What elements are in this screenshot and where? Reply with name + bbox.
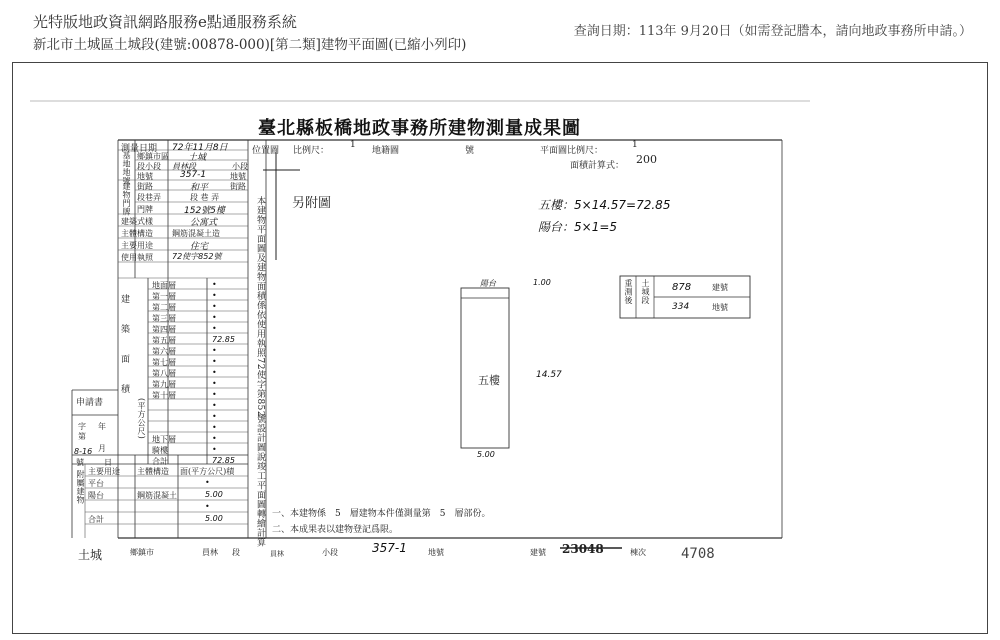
license-label: 使用執照 — [121, 253, 153, 262]
style-label: 建築式樣 — [121, 217, 153, 226]
district-label: 鄉鎮市區 — [137, 152, 169, 161]
floor-area-value: • — [212, 280, 217, 289]
number-value: 152號5樓 — [184, 206, 225, 216]
bottom-section-suffix: 段 — [232, 548, 240, 557]
annex-area: 5.00 — [205, 514, 223, 523]
floor-name: 第七層 — [152, 358, 176, 367]
usage-label: 主要用途 — [121, 241, 153, 250]
floor-name: 騎樓 — [152, 446, 168, 455]
applicant-day: 日 — [104, 458, 112, 467]
applicant-year: 年 — [98, 422, 106, 431]
annex-head-use: 主要用途 — [88, 467, 120, 476]
floor-area-value: • — [212, 379, 217, 388]
redo-land-suffix: 地號 — [712, 303, 728, 312]
area-calc-label: 面積計算式： — [570, 161, 625, 171]
floor-area-value: • — [212, 291, 217, 300]
annex-label: 附屬建物 — [76, 470, 85, 504]
annex-head-area: 面(平方公尺)積 — [180, 467, 235, 476]
floor-area-value: 72.85 — [212, 335, 235, 344]
land-no-value: 357-1 — [180, 170, 207, 180]
plan-scale-label: 平面圖比例尺： — [540, 146, 604, 156]
note-1: 一、本建物係 5 層建物本件僅測量第 5 層部份。 — [272, 509, 491, 519]
redo-label: 重測後 — [624, 279, 633, 305]
see-attached: 另附圖 — [292, 196, 332, 211]
shape-dim: 14.57 — [536, 370, 562, 380]
applicant-label: 申請書 — [76, 398, 104, 408]
floor-area-value: • — [212, 445, 217, 454]
number-label: 號 — [465, 146, 475, 156]
floor-name: 第一層 — [152, 292, 176, 301]
floor-area-value: • — [212, 412, 217, 421]
floor-name: 第四層 — [152, 325, 176, 334]
floors-char-1: 建 — [121, 295, 131, 305]
scale-label: 比例尺： — [293, 146, 330, 156]
applicant-word: 字 — [78, 422, 86, 431]
floor-name: 第八層 — [152, 369, 176, 378]
plan-scale-value: 1 — [632, 140, 638, 150]
bottom-building-label: 建號 — [530, 548, 546, 557]
floors-char-4: 積 — [121, 385, 131, 395]
floor-name: 合計 — [152, 457, 168, 466]
lane-label: 段巷弄 — [137, 193, 161, 202]
floor-name: 第三層 — [152, 314, 176, 323]
floor-area-value: • — [212, 401, 217, 410]
floor-name: 第六層 — [152, 347, 176, 356]
floor-area-value: • — [212, 390, 217, 399]
doc-title: 臺北縣板橋地政事務所建物測量成果圖 — [258, 118, 581, 139]
floor-area-value: • — [212, 346, 217, 355]
base-title: 基地地號 — [122, 151, 131, 185]
structure-label: 主體構造 — [121, 229, 153, 238]
street-value: 和平 — [190, 183, 209, 193]
scale-value: 1 — [350, 140, 356, 150]
floor-name: 地下層 — [152, 435, 176, 444]
bottom-page-no: 4708 — [681, 546, 715, 562]
floor-area-value: • — [212, 434, 217, 443]
style-value: 公寓式 — [190, 218, 218, 228]
floor-area-value: • — [212, 313, 217, 322]
floor-area-value: 72.85 — [212, 456, 235, 465]
bottom-building-no: 23048 — [562, 542, 604, 556]
section-suffix: 小段 — [232, 162, 248, 171]
plan-scale-denominator: 200 — [636, 153, 657, 166]
bottom-subsection-suffix: 小段 — [322, 548, 338, 557]
floor-area-value: • — [212, 368, 217, 377]
floor-area-value: • — [212, 324, 217, 333]
applicant-date: 8-16 — [74, 447, 93, 456]
redo-building-suffix: 建號 — [712, 283, 728, 292]
applicant-seq: 號 — [76, 458, 84, 467]
annex-use: 合計 — [88, 515, 104, 524]
area-unit: (平方公尺) — [137, 398, 146, 440]
floors-char-2: 築 — [121, 325, 131, 335]
section-label: 段小段 — [137, 162, 161, 171]
land-no-suffix: 地號 — [230, 172, 246, 181]
lane-value: 段 巷 弄 — [190, 193, 220, 202]
license-note: 本建物平面圖及建物面積係依使用執照72使字第852 — [255, 196, 265, 418]
street-suffix: 街路 — [230, 182, 246, 191]
floor-name: 第五層 — [152, 336, 176, 345]
annex-use: 陽台 — [88, 491, 104, 500]
cadastral-map-label: 地籍圖 — [372, 146, 400, 156]
shape-top-dim: 1.00 — [533, 278, 551, 287]
balcony-calc: 陽台：5×1=5 — [538, 220, 618, 234]
bottom-district-suffix: 鄉鎮市 — [130, 548, 154, 557]
floor-name: 地面層 — [152, 281, 176, 290]
note-2: 二、本成果表以建物登記爲限。 — [272, 525, 399, 535]
floor5-calc: 五樓：5×14.57=72.85 — [538, 198, 671, 212]
annex-head-struct: 主體構造 — [137, 467, 169, 476]
district-value: 土城 — [188, 153, 207, 163]
street-label: 街路 — [137, 182, 153, 191]
floor-name: 第二層 — [152, 303, 176, 312]
survey-date-label: 測量日期 — [121, 144, 158, 154]
document-subtitle: 新北市土城區土城段(建號:00878-000)[第二類]建物平面圖(已縮小列印) — [33, 37, 467, 53]
floor-area-value: • — [212, 357, 217, 366]
bottom-land-no: 357-1 — [372, 541, 407, 555]
building-outline — [461, 288, 509, 448]
floor-area-value: • — [212, 423, 217, 432]
system-title: 光特版地政資訊網路服務e點通服務系統 — [33, 13, 297, 31]
floor-name: 第九層 — [152, 380, 176, 389]
bottom-district: 土城 — [78, 548, 103, 562]
applicant-month: 月 — [98, 444, 106, 453]
location-map-label: 位置圖 — [252, 146, 280, 156]
query-date: 查詢日期：113年 9月20日（如需登記謄本，請向地政事務所申請。） — [573, 24, 972, 39]
shape-top-label: 陽台 — [480, 279, 496, 288]
section-value: 員林段 — [172, 162, 196, 171]
floor-area-value: • — [212, 302, 217, 311]
floor-name: 第十層 — [152, 391, 176, 400]
annex-area: 5.00 — [205, 490, 223, 499]
annex-struct: 鋼筋混凝土 — [137, 491, 177, 500]
drawing-note: 號設計圖說竣工平面圖轉繪計算 — [255, 414, 265, 547]
redo-building-num: 878 — [672, 282, 692, 293]
bottom-subsection-prefix: 員林 — [270, 550, 284, 558]
bottom-section: 員林 — [202, 548, 218, 557]
bottom-page-label: 棟次 — [630, 548, 646, 557]
survey-date-value: 72年11月8日 — [172, 143, 228, 153]
redo-land-num: 334 — [672, 302, 690, 312]
floors-char-3: 面 — [121, 355, 131, 365]
applicant-no: 第 — [78, 432, 86, 441]
redo-section: 土城段 — [641, 279, 650, 305]
bottom-land-suffix: 地號 — [428, 548, 444, 557]
license-value: 72使字852號 — [172, 252, 222, 261]
door-title: 建物門牌 — [122, 182, 131, 216]
usage-value: 住宅 — [190, 242, 209, 252]
number-label-door: 門牌 — [137, 205, 153, 214]
annex-area: • — [205, 502, 210, 511]
shape-floor-label: 五樓 — [478, 374, 500, 387]
annex-area: • — [205, 478, 210, 487]
land-no-label: 地號 — [137, 172, 153, 181]
structure-value: 鋼筋混凝土造 — [172, 229, 220, 238]
shape-bottom-dim: 5.00 — [477, 450, 495, 459]
annex-use: 平台 — [88, 479, 104, 488]
